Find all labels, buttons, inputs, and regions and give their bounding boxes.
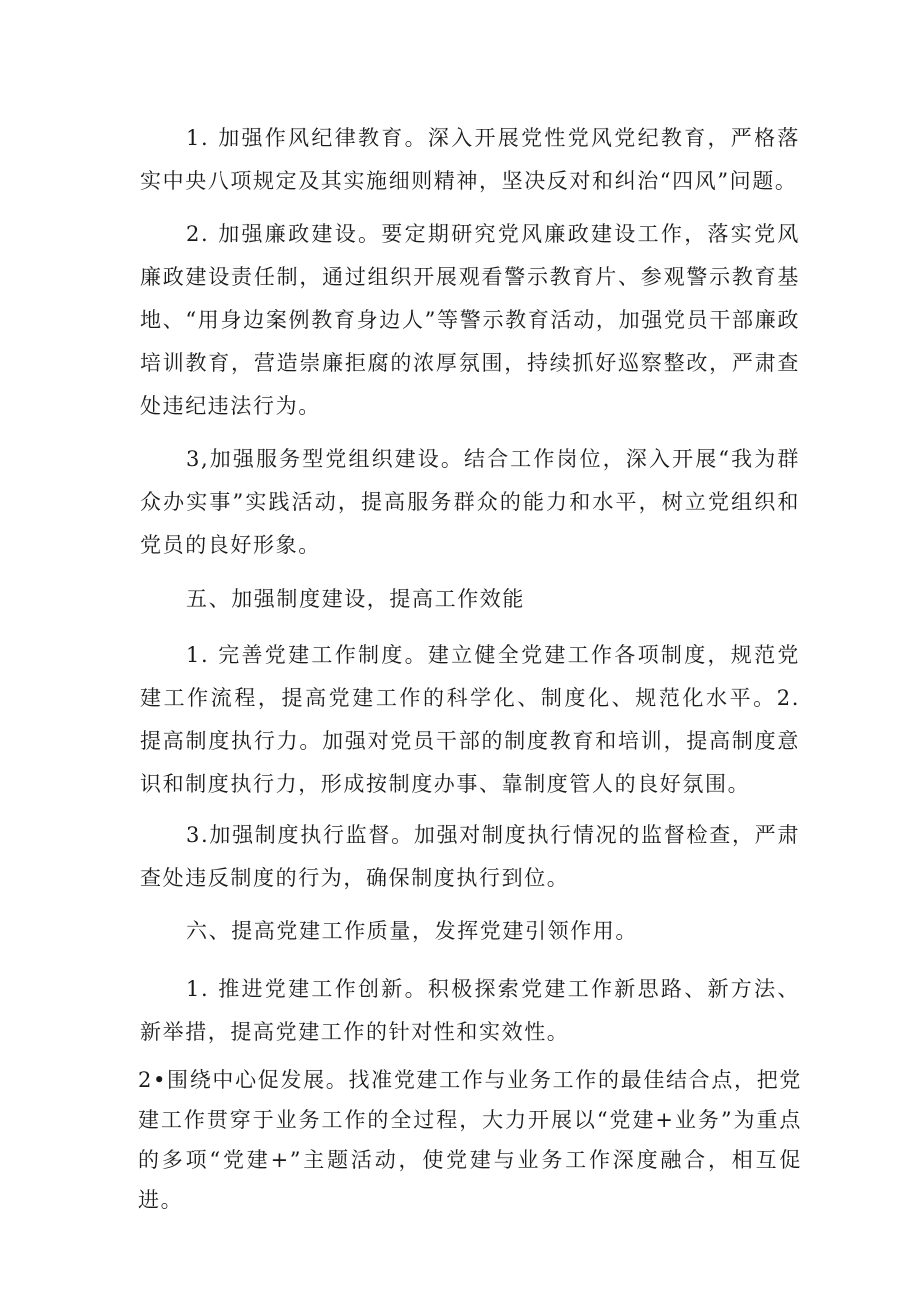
paragraph-service-party-organization: 3,加强服务型党组织建设。结合工作岗位，深入开展“我为群众办实事”实践活动，提高服务群众的能力和水平，树立党组织和党员的良好形象。 bbox=[140, 447, 800, 557]
section-heading-six: 六、提高党建工作质量，发挥党建引领作用。 bbox=[186, 919, 638, 943]
paragraph-discipline-education: 1. 加强作风纪律教育。深入开展党性党风党纪教育，严格落实中央八项规定及其实施细则精神，坚决反对和纠治“四风”问题。 bbox=[140, 126, 800, 193]
paragraph-innovation: 1. 推进党建工作创新。积极探索党建工作新思路、新方法、新举措，提高党建工作的针对性和实效性。 bbox=[140, 977, 800, 1044]
paragraph-center-development: 2•围绕中心促发展。找准党建工作与业务工作的最佳结合点，把党建工作贯穿于业务工作的全过程，大力开展以“党建+业务”为重点的多项“党建+”主题活动，使党建与业务工作深度融合，相互促进。 bbox=[138, 1068, 802, 1212]
paragraph-system-building: 1. 完善党建工作制度。建立健全党建工作各项制度，规范党建工作流程，提高党建工作的科学化、制度化、规范化水平。2. 提高制度执行力。加强对党员干部的制度教育和培训，提高制度意识和制度执行力，形成按制度办事、靠制度管人的良好氛围。 bbox=[140, 643, 800, 796]
paragraph-system-supervision: 3.加强制度执行监督。加强对制度执行情况的监督检查，严肃查处违反制度的行为，确保制度执行到位。 bbox=[140, 823, 800, 890]
section-heading-five: 五、加强制度建设，提高工作效能 bbox=[186, 587, 525, 611]
paragraph-integrity-building: 2. 加强廉政建设。要定期研究党风廉政建设工作，落实党风廉政建设责任制，通过组织开展观看警示教育片、参观警示教育基地、“用身边案例教育身边人”等警示教育活动，加强党员干部廉政培训教育，营造崇廉拒腐的浓厚氛围，持续抓好巡察整改，严肃查处违纪违法行为。 bbox=[140, 222, 800, 418]
